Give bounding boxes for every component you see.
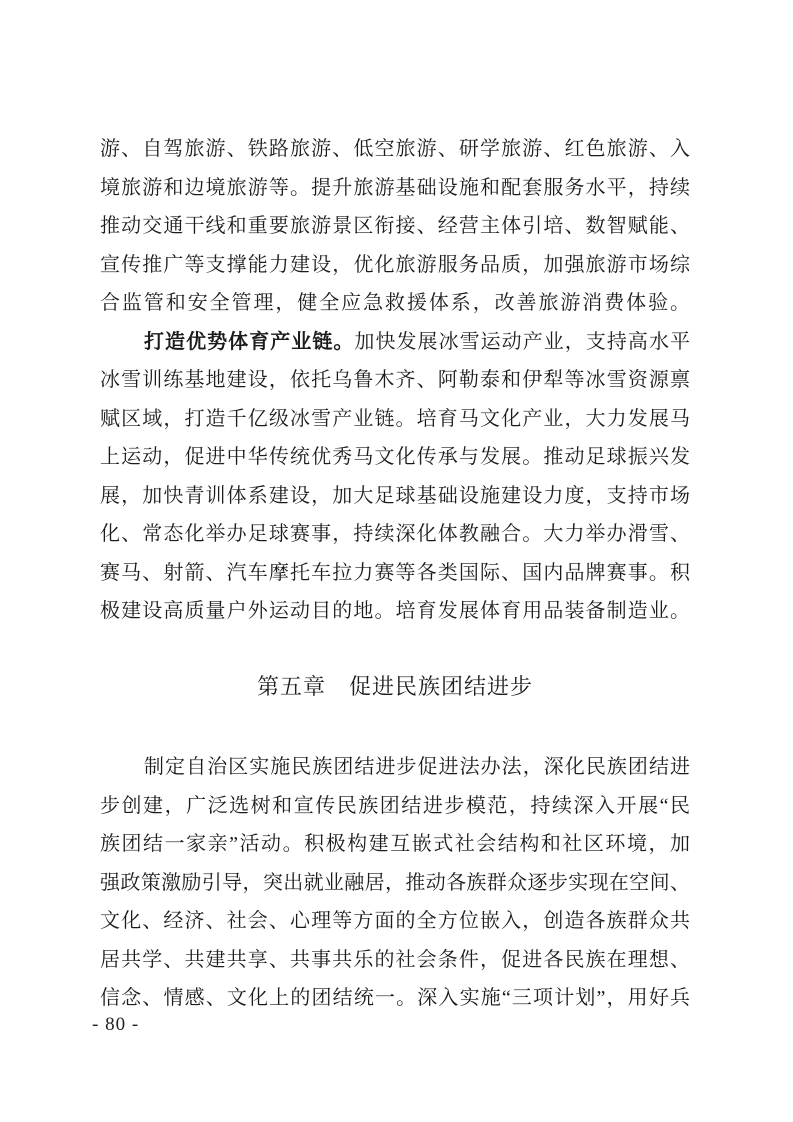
text-line <box>100 323 690 362</box>
paragraph-lead-rest: 加快发展冰雪运动产业，支持高水平 <box>354 330 690 353</box>
text-line: 制定自治区实施民族团结进步促进法办法，深化民族团结进 <box>144 756 690 778</box>
text-line: 文化、经济、社会、心理等方面的全方位嵌入，创造各族群众共 <box>100 910 690 932</box>
text-line: 上运动，促进中华传统优秀马文化传承与发展。推动足球振兴发 <box>100 446 690 468</box>
text-line: 游、自驾旅游、铁路旅游、低空旅游、研学旅游、红色旅游、入 <box>100 138 690 160</box>
text-line: 赛马、射箭、汽车摩托车拉力赛等各类国际、国内品牌赛事。积 <box>100 561 690 584</box>
paragraph-lead-bold: 打造优势体育产业链。 <box>144 330 355 353</box>
paragraph-sports-industry-body <box>100 361 690 631</box>
paragraph-tourism-continued <box>100 130 690 323</box>
text-line: 展，加快青训体系建设，加大足球基础设施建设力度，支持市场 <box>100 484 690 507</box>
page-content <box>100 130 690 1018</box>
text-line: 冰雪训练基地建设，依托乌鲁木齐、阿勒泰和伊犁等冰雪资源禀 <box>100 369 690 391</box>
text-line: 信念、情感、文化上的团结统一。深入实施“三项计划”，用好兵 <box>100 987 690 1009</box>
chapter-heading: 第五章 促进民族团结进步 <box>256 673 533 699</box>
text-line: 推动交通干线和重要旅游景区衔接、经营主体引培、数智赋能、 <box>100 215 690 237</box>
text-line: 宣传推广等支撑能力建设，优化旅游服务品质，加强旅游市场综 <box>100 253 690 276</box>
text-line: 赋区域，打造千亿级冰雪产业链。培育马文化产业，大力发展马 <box>100 407 690 430</box>
text-line: 族团结一家亲”活动。积极构建互嵌式社会结构和社区环境，加 <box>100 833 690 855</box>
page-number: - 80 - <box>92 1014 140 1035</box>
text-line: 合监管和安全管理，健全应急救援体系，改善旅游消费体验。 <box>100 292 690 314</box>
text-line: 强政策激励引导，突出就业融居，推动各族群众逐步实现在空间、 <box>100 871 690 894</box>
paragraph-ethnic-unity <box>100 748 690 1018</box>
text-line: 居共学、共建共享、共事共乐的社会条件，促进各民族在理想、 <box>100 948 690 971</box>
text-line: 极建设高质量户外运动目的地。培育发展体育用品装备制造业。 <box>100 600 690 622</box>
text-line: 化、常态化举办足球赛事，持续深化体教融合。大力举办滑雪、 <box>100 523 690 545</box>
text-line: 境旅游和边境旅游等。提升旅游基础设施和配套服务水平，持续 <box>100 176 690 199</box>
text-line: 步创建，广泛选树和宣传民族团结进步模范，持续深入开展“民 <box>100 794 690 817</box>
paragraph-sports-industry <box>100 323 690 631</box>
